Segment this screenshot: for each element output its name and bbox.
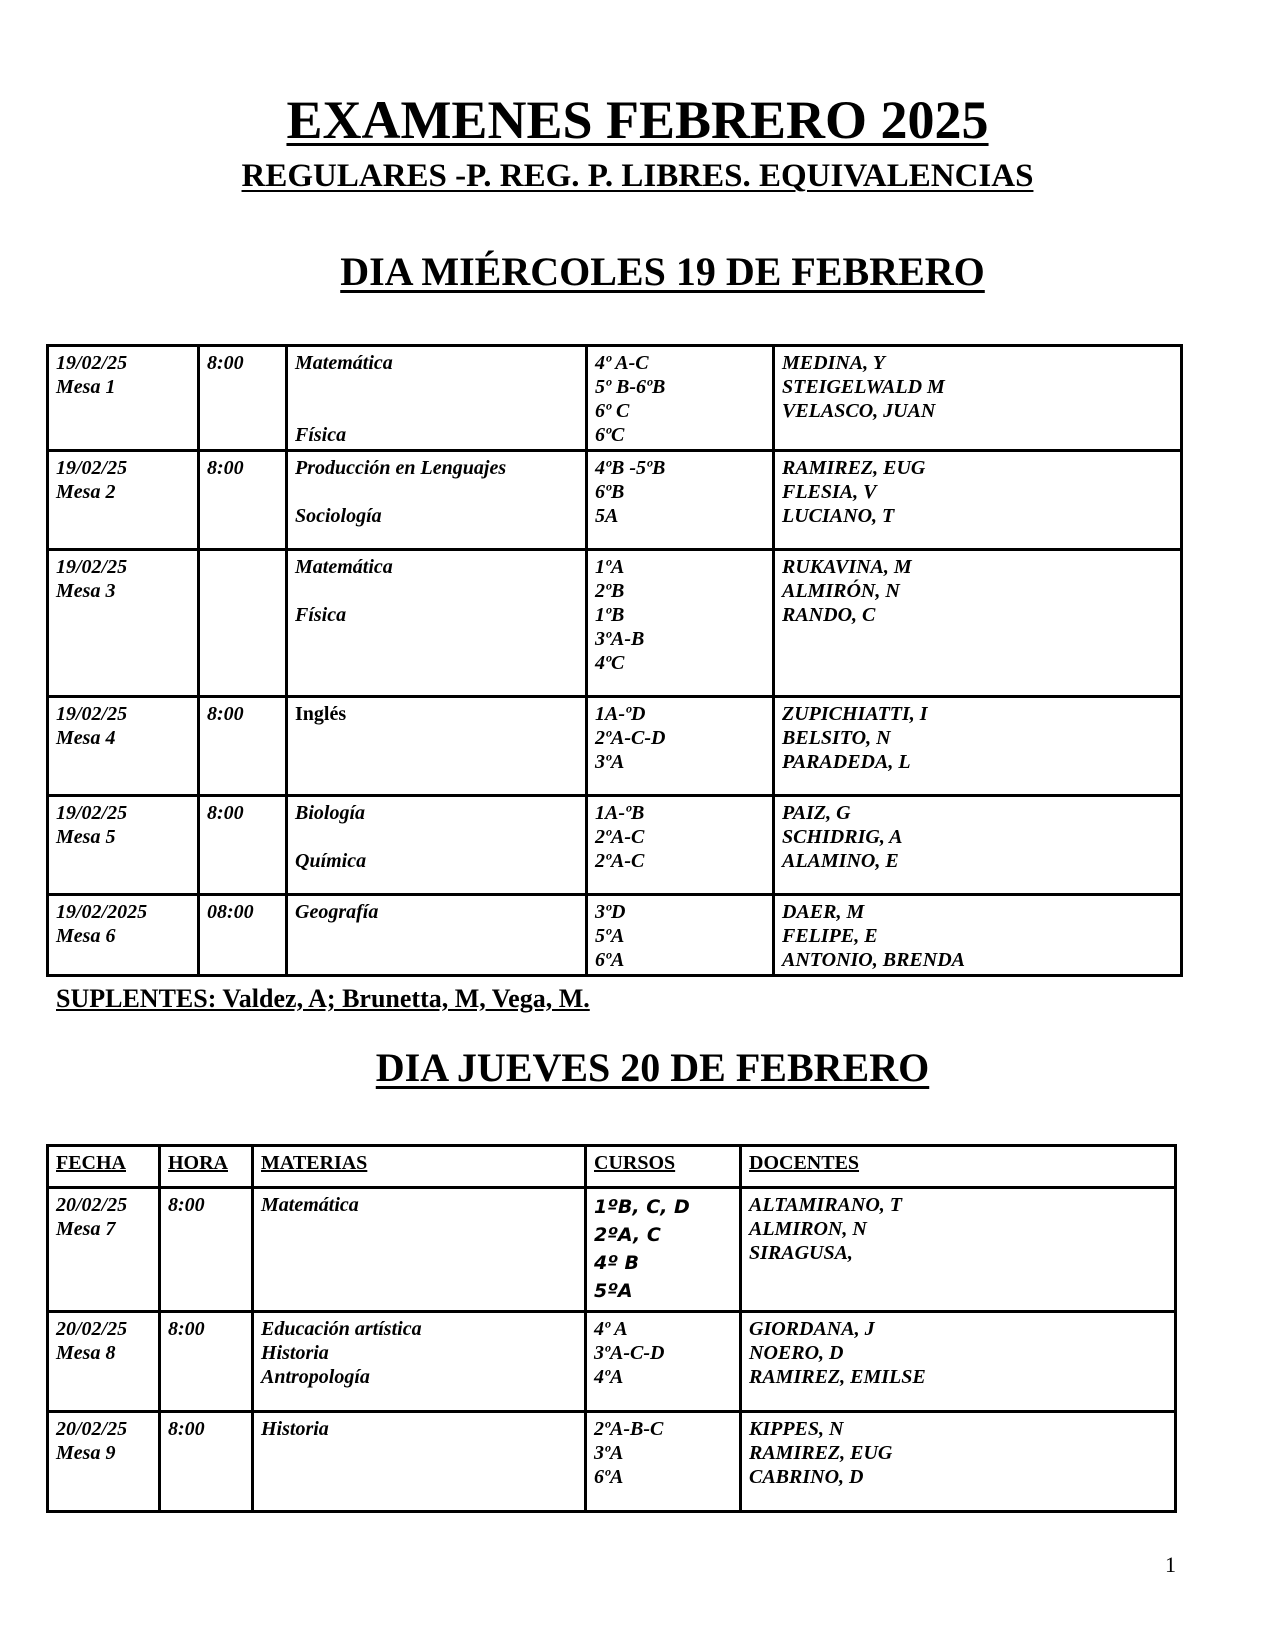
cursos-cell: 1ºB, C, D 2ºA, C 4º B 5ºA	[586, 1188, 741, 1312]
day2-exam-table	[46, 1144, 1177, 1513]
fecha-cell: 19/02/25 Mesa 5	[48, 796, 199, 895]
cursos-cell: 1A-ºD 2ºA-C-D 3ºA	[587, 697, 774, 796]
hora-cell: 08:00	[199, 895, 287, 976]
day2-heading-text: DIA JUEVES 20 DE FEBRERO	[375, 1045, 930, 1090]
fecha-cell: 20/02/25 Mesa 8	[48, 1312, 160, 1412]
hora-cell	[199, 550, 287, 697]
hora-cell: 8:00	[199, 346, 287, 451]
header-fecha: FECHA	[48, 1146, 160, 1188]
table-row	[48, 796, 1182, 895]
page-number: 1	[1165, 1552, 1176, 1577]
cursos-cell: 2ºA-B-C 3ºA 6ºA	[586, 1412, 741, 1512]
header-cursos: CURSOS	[586, 1146, 741, 1188]
table-row	[48, 451, 1182, 550]
hora-cell: 8:00	[199, 796, 287, 895]
materias-cell: Inglés	[287, 697, 587, 796]
materias-cell: Geografía	[287, 895, 587, 976]
hora-cell: 8:00	[199, 697, 287, 796]
day1-heading-text: DIA MIÉRCOLES 19 DE FEBRERO	[340, 249, 985, 294]
materias-cell: Matemática	[253, 1188, 586, 1312]
docentes-cell: MEDINA, Y STEIGELWALD M VELASCO, JUAN	[774, 346, 1182, 451]
docentes-cell: RAMIREZ, EUG FLESIA, V LUCIANO, T	[774, 451, 1182, 550]
docentes-cell: ZUPICHIATTI, I BELSITO, N PARADEDA, L	[774, 697, 1182, 796]
day1-heading	[0, 248, 1275, 296]
fecha-cell: 20/02/25 Mesa 9	[48, 1412, 160, 1512]
materias-cell: Biología Química	[287, 796, 587, 895]
fecha-cell: 20/02/25 Mesa 7	[48, 1188, 160, 1312]
table-row	[48, 697, 1182, 796]
cursos-cell: 1A-ºB 2ºA-C 2ºA-C	[587, 796, 774, 895]
table-row	[48, 550, 1182, 697]
docentes-cell: ALTAMIRANO, T ALMIRON, N SIRAGUSA,	[741, 1188, 1176, 1312]
page-subtitle-text: REGULARES -P. REG. P. LIBRES. EQUIVALENCIAS	[241, 158, 1034, 194]
table-row	[48, 346, 1182, 451]
cursos-cell: 3ºD 5ºA 6ºA	[587, 895, 774, 976]
suplentes-note: SUPLENTES: Valdez, A; Brunetta, M, Vega, M.	[56, 984, 590, 1013]
docentes-cell: KIPPES, N RAMIREZ, EUG CABRINO, D	[741, 1412, 1176, 1512]
docentes-cell: PAIZ, G SCHIDRIG, A ALAMINO, E	[774, 796, 1182, 895]
table-row	[48, 895, 1182, 976]
cursos-cell: 4ºB -5ºB 6ºB 5A	[587, 451, 774, 550]
hora-cell: 8:00	[160, 1312, 253, 1412]
materias-cell: Matemática Física	[287, 550, 587, 697]
cursos-cell: 1ºA 2ºB 1ºB 3ºA-B 4ºC	[587, 550, 774, 697]
materias-cell: Matemática Física	[287, 346, 587, 451]
page-title-text: EXAMENES FEBRERO 2025	[286, 90, 989, 150]
table-row	[48, 1312, 1176, 1412]
table-row	[48, 1412, 1176, 1512]
docentes-cell: DAER, M FELIPE, E ANTONIO, BRENDA	[774, 895, 1182, 976]
header-materias: MATERIAS	[253, 1146, 586, 1188]
table-header-row	[48, 1146, 1176, 1188]
fecha-cell: 19/02/25 Mesa 4	[48, 697, 199, 796]
table-row	[48, 1188, 1176, 1312]
materias-cell: Educación artística Historia Antropología	[253, 1312, 586, 1412]
materias-cell: Historia	[253, 1412, 586, 1512]
cursos-cell: 4º A 3ºA-C-D 4ºA	[586, 1312, 741, 1412]
hora-cell: 8:00	[199, 451, 287, 550]
header-docentes: DOCENTES	[741, 1146, 1176, 1188]
fecha-cell: 19/02/25 Mesa 3	[48, 550, 199, 697]
header-hora: HORA	[160, 1146, 253, 1188]
cursos-cell: 4º A-C 5º B-6ºB 6º C 6ºC	[587, 346, 774, 451]
fecha-cell: 19/02/25 Mesa 2	[48, 451, 199, 550]
docentes-cell: GIORDANA, J NOERO, D RAMIREZ, EMILSE	[741, 1312, 1176, 1412]
day1-exam-table	[46, 344, 1183, 977]
page-subtitle	[0, 156, 1275, 196]
hora-cell: 8:00	[160, 1188, 253, 1312]
fecha-cell: 19/02/2025 Mesa 6	[48, 895, 199, 976]
materias-cell: Producción en Lenguajes Sociología	[287, 451, 587, 550]
fecha-cell: 19/02/25 Mesa 1	[48, 346, 199, 451]
docentes-cell: RUKAVINA, M ALMIRÓN, N RANDO, C	[774, 550, 1182, 697]
hora-cell: 8:00	[160, 1412, 253, 1512]
page-title	[0, 88, 1275, 152]
day2-heading	[0, 1044, 1275, 1092]
